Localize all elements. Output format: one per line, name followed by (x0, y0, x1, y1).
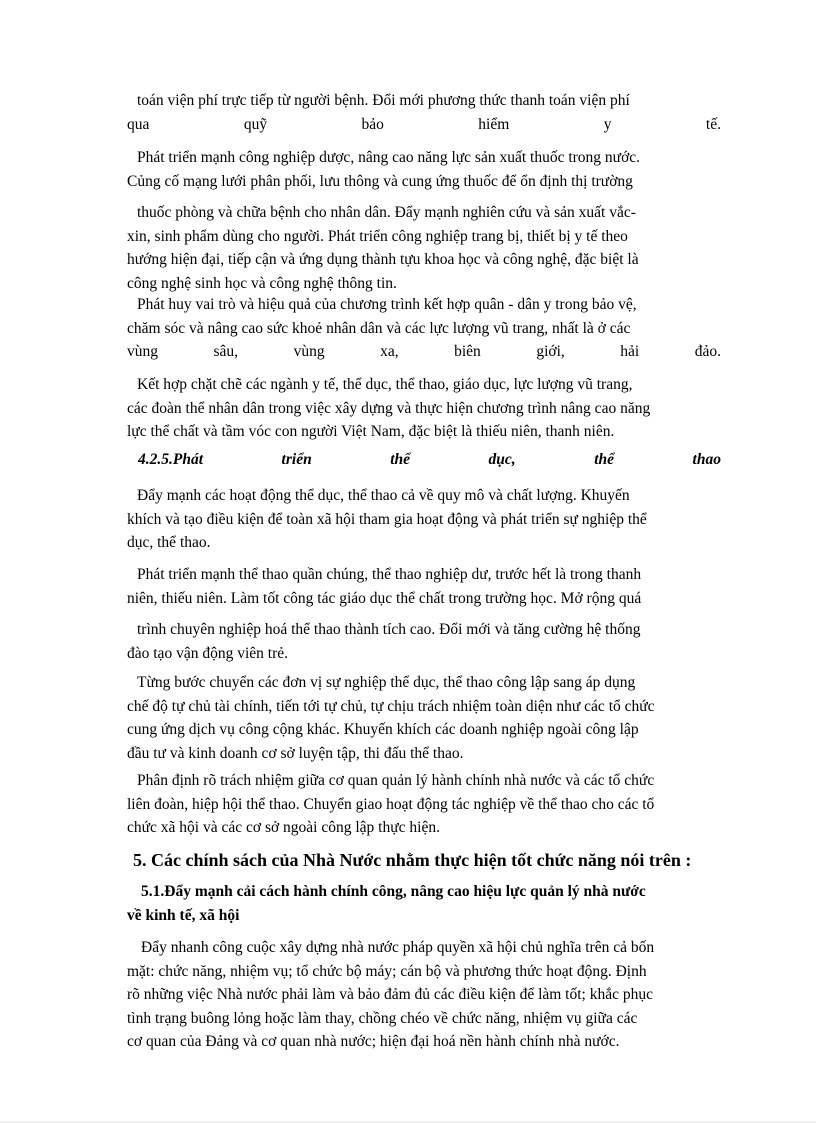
word: quỹ (243, 115, 268, 133)
text-line: Phát huy vai trò và hiệu quả của chương trình kết hợp quân - dân y trong bảo vệ, (137, 296, 637, 313)
word: xa, (380, 343, 399, 360)
word: 4.2.5.Phát (138, 451, 204, 468)
text-line: xin, sinh phẩm dùng cho người. Phát triển công nghiệp trang bị, thiết bị y tế theo (127, 227, 628, 245)
text-line: lực thể chất và tầm vóc con người Việt Nam, đặc biệt là thiếu niên, thanh niên. (127, 423, 615, 440)
text-line: Phát triển mạnh thể thao quần chúng, thể thao nghiệp dư, trước hết là trong thanh (137, 566, 642, 583)
text-line: các đoàn thể nhân dân trong việc xây dựng và thực hiện chương trình nâng cao năng (127, 399, 651, 417)
text-line: tình trạng buông lỏng hoặc làm thay, chồng chéo về chức năng, nhiệm vụ giữa các (127, 1009, 638, 1027)
text-line: Củng cố mạng lưới phân phối, lưu thông và cung ứng thuốc để ổn định thị trường (127, 172, 633, 190)
word: qua (127, 115, 150, 133)
word: thao (692, 451, 721, 468)
word: y (603, 115, 612, 133)
text-line: Kết hợp chặt chẽ các ngành y tế, thể dục, thể thao, giáo dục, lực lượng vũ trang, (137, 376, 633, 393)
word: dục, (488, 451, 516, 468)
word: biên (454, 343, 481, 360)
word: tế. (705, 115, 721, 133)
text-line: đào tạo vận động viên trẻ. (127, 644, 288, 662)
text-line-justified (127, 113, 721, 137)
text-line: cơ quan của Đảng và cơ quan nhà nước; hiện đại hoá nền hành chính nhà nước. (127, 1033, 620, 1050)
word: thể (594, 451, 614, 468)
text-line: khích và tạo điều kiện để toàn xã hội tham gia hoạt động và phát triển sự nghiệp thể (127, 510, 647, 528)
word: triển (281, 451, 312, 468)
text-line: hướng hiện đại, tiếp cận và ứng dụng thành tựu khoa học và công nghệ, đặc biệt là (127, 251, 639, 268)
text-line: thuốc phòng và chữa bệnh cho nhân dân. Đẩy mạnh nghiên cứu và sản xuất vắc- (137, 204, 636, 221)
text-line: trình chuyên nghiệp hoá thể thao thành tích cao. Đổi mới và tăng cường hệ thống (137, 621, 641, 638)
text-line: rõ những việc Nhà nước phải làm và bảo đảm đủ các điều kiện để làm tốt; khắc phục (127, 986, 653, 1003)
paragraph-pharma-industry (127, 146, 721, 193)
paragraph-physical-strength (127, 373, 721, 444)
paragraph-sport-activities (127, 484, 721, 555)
paragraph-professional-sports (127, 618, 721, 665)
text-line: niên, thiếu niên. Làm tốt công tác giáo dục thể chất trong trường học. Mở rộng quá (127, 589, 642, 607)
text-line: mặt: chức năng, nhiệm vụ; tổ chức bộ máy; cán bộ và phương thức hoạt động. Định (127, 962, 647, 980)
text-line: đầu tư và kinh doanh cơ sở luyện tập, thi đấu thể thao. (127, 744, 464, 762)
paragraph-vaccine-research (127, 201, 721, 295)
word: đảo. (694, 343, 721, 360)
section-heading-5: 5. Các chính sách của Nhà Nước nhằm thực hiện tốt chức năng nói trên : (133, 850, 692, 870)
paragraph-state-reform (127, 936, 721, 1054)
text-line: Phát triển mạnh công nghiệp dược, nâng cao năng lực sản xuất thuốc trong nước. (137, 149, 641, 166)
text-line: về kinh tế, xã hội (127, 906, 240, 924)
paragraph-military-civil-medicine (127, 293, 721, 364)
text-line: Từng bước chuyển các đơn vị sự nghiệp thể dục, thể thao công lập sang áp dụng (137, 674, 636, 691)
text-line: cung ứng dịch vụ công cộng khác. Khuyến khích các doanh nghiệp ngoài công lập (127, 721, 639, 738)
word: vùng (293, 343, 325, 360)
text-line: Phân định rõ trách nhiệm giữa cơ quan quản lý hành chính nhà nước và các tổ chức (137, 772, 655, 789)
section-heading-4-2-5 (138, 451, 721, 469)
word: sâu, (213, 343, 239, 360)
word: thể (390, 451, 411, 468)
paragraph-public-sport-units (127, 671, 721, 765)
word: giới, (536, 343, 565, 360)
text-line-justified (127, 340, 721, 364)
text-line: chăm sóc và nâng cao sức khoẻ nhân dân và các lực lượng vũ trang, nhất là ở các (127, 319, 631, 337)
paragraph-mass-sports (127, 563, 721, 610)
word: vùng (127, 343, 158, 360)
word: hiểm (478, 115, 510, 133)
text-line: dục, thể thao. (127, 534, 211, 551)
text-line: 5.1.Đẩy mạnh cải cách hành chính công, nâng cao hiệu lực quản lý nhà nước (141, 883, 646, 900)
text-line: công nghệ sinh học và công nghệ thông tin. (127, 274, 397, 292)
word: hải (620, 343, 640, 360)
text-line: Đẩy nhanh công cuộc xây dựng nhà nước pháp quyền xã hội chủ nghĩa trên cả bốn (141, 939, 655, 956)
word: bảo (361, 115, 384, 133)
text-line: chức xã hội và các cơ sở ngoài công lập thực hiện. (127, 819, 440, 836)
text-line: Đẩy mạnh các hoạt động thể dục, thể thao cả về quy mô và chất lượng. Khuyến (137, 487, 630, 504)
text-line: toán viện phí trực tiếp từ người bệnh. Đổi mới phương thức thanh toán viện phí (137, 92, 630, 109)
text-line: liên đoàn, hiệp hội thể thao. Chuyển giao hoạt động tác nghiệp về thể thao cho các tổ (127, 795, 655, 813)
paragraph-health-payment (127, 89, 721, 136)
paragraph-responsibility (127, 769, 721, 840)
section-heading-5-1 (127, 880, 721, 927)
text-line: chế độ tự chủ tài chính, tiến tới tự chủ, tự chịu trách nhiệm toàn diện như các tổ chức (127, 697, 655, 715)
